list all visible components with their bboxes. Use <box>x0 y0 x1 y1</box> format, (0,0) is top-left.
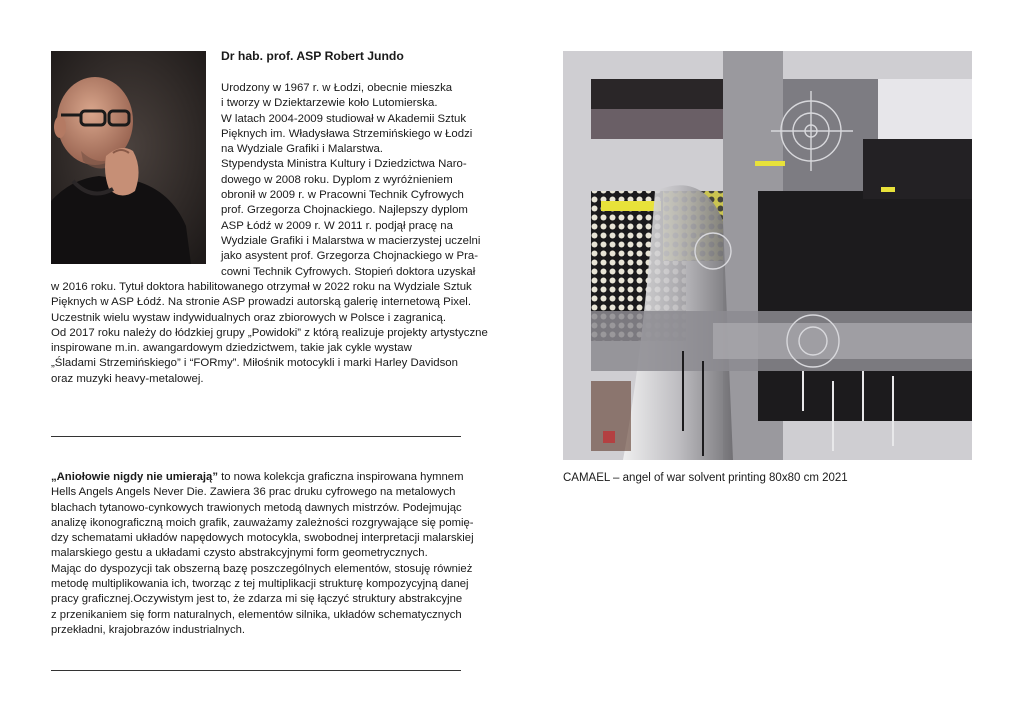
desc-line: malarskiego gestu a układami czysto abstrakcyjnymi form geometrycznych. <box>51 547 428 560</box>
bio-line: na Wydziale Grafiki i Malarstwa. <box>221 143 383 156</box>
bio-line: Wydziale Grafiki i Malarstwa w macierzystej uczelni <box>221 234 481 247</box>
bio-line: Pięknych w ASP Łódź. Na stronie ASP prowadzi autorską galerię internetową Pixel. <box>51 296 471 309</box>
bio-line: ASP Łódź w 2009 r. W 2011 r. podjął pracę na <box>221 219 453 232</box>
desc-line: blachach tytanowo-cynkowych trawionych metodą dawnych mistrzów. Podejmując <box>51 501 462 514</box>
desc-line: Mając do dyspozycji tak obszerną bazę poszczególnych elementów, stosuję również <box>51 562 473 575</box>
collection-title: „Aniołowie nigdy nie umierają” <box>51 471 218 483</box>
desc-first-line <box>51 470 474 485</box>
bio-line: inspirowane m.in. awangardowym dziedzictwem, takie jak cykle wystaw <box>51 342 412 355</box>
artist-portrait-photo <box>51 51 206 264</box>
desc-line: metodę multiplikowania ich, tworząc z tej multiplikacji strukturę kompozycyjną danej <box>51 578 469 591</box>
artist-name-heading: Dr hab. prof. ASP Robert Jundo <box>221 49 404 63</box>
desc-line: dzy schematami układów napędowych motocykla, swobodnej interpretacji malarskiej <box>51 532 474 545</box>
bio-line: i tworzy w Dziektarzewie koło Lutomierska. <box>221 97 438 110</box>
divider-line-bottom <box>51 670 461 671</box>
divider-line <box>51 436 461 437</box>
bio-line: cowni Technik Cyfrowych. Stopień doktora uzyskał <box>221 265 476 278</box>
biography-text-wide <box>51 280 488 387</box>
bio-line: Pięknych im. Władysława Strzemińskiego w Łodzi <box>221 127 473 140</box>
biography-text-narrow <box>221 81 480 280</box>
bio-line: „Śladami Strzemińskiego” i “FORmy”. Miłośnik motocykli i marki Harley Davidson <box>51 357 458 370</box>
desc-line: analizę ikonograficzną moich grafik, zauważamy zależności rozgrywające się pomię- <box>51 516 474 529</box>
artwork-caption: CAMAEL – angel of war solvent printing 80x80 cm 2021 <box>563 472 848 484</box>
bio-line: oraz muzyki heavy-metalowej. <box>51 372 204 385</box>
desc-line: pracy graficznej.Oczywistym jest to, że zdarza mi się łączyć struktury abstrakcyjne <box>51 593 463 606</box>
bio-line: Od 2017 roku należy do łódzkiej grupy „Powidoki” z którą realizuje projekty artystyczne <box>51 326 488 339</box>
bio-line: Urodzony w 1967 r. w Łodzi, obecnie mieszka <box>221 82 453 94</box>
bio-line: dowego w 2008 roku. Dyplom z wyróżnieniem <box>221 173 453 186</box>
bio-line: obronił w 2009 r. w Pracowni Technik Cyfrowych <box>221 189 464 202</box>
desc-line: to nowa kolekcja graficzna inspirowana hymnem <box>217 471 464 483</box>
desc-line: przekładni, krajobrazów industrialnych. <box>51 623 246 636</box>
desc-line: z przenikaniem się form naturalnych, elementów silnika, układów schematycznych <box>51 608 462 621</box>
bio-line: w 2016 roku. Tytuł doktora habilitowanego otrzymał w 2022 roku na Wydziale Sztuk <box>51 281 472 293</box>
artwork-image <box>563 51 972 460</box>
bio-line: W latach 2004-2009 studiował w Akademii Sztuk <box>221 112 467 125</box>
bio-line: Stypendysta Ministra Kultury i Dziedzictwa Naro- <box>221 158 467 171</box>
bio-line: jako asystent prof. Grzegorza Chojnackiego w Pra- <box>221 250 479 263</box>
collection-description <box>51 470 474 638</box>
bio-line: prof. Grzegorza Chojnackiego. Najlepszy dyplom <box>221 204 468 217</box>
bio-line: Uczestnik wielu wystaw indywidualnych oraz zbiorowych w Polsce i zagranicą. <box>51 311 447 324</box>
desc-line: Hells Angels Angels Never Die. Zawiera 36 prac druku cyfrowego na metalowych <box>51 486 456 499</box>
